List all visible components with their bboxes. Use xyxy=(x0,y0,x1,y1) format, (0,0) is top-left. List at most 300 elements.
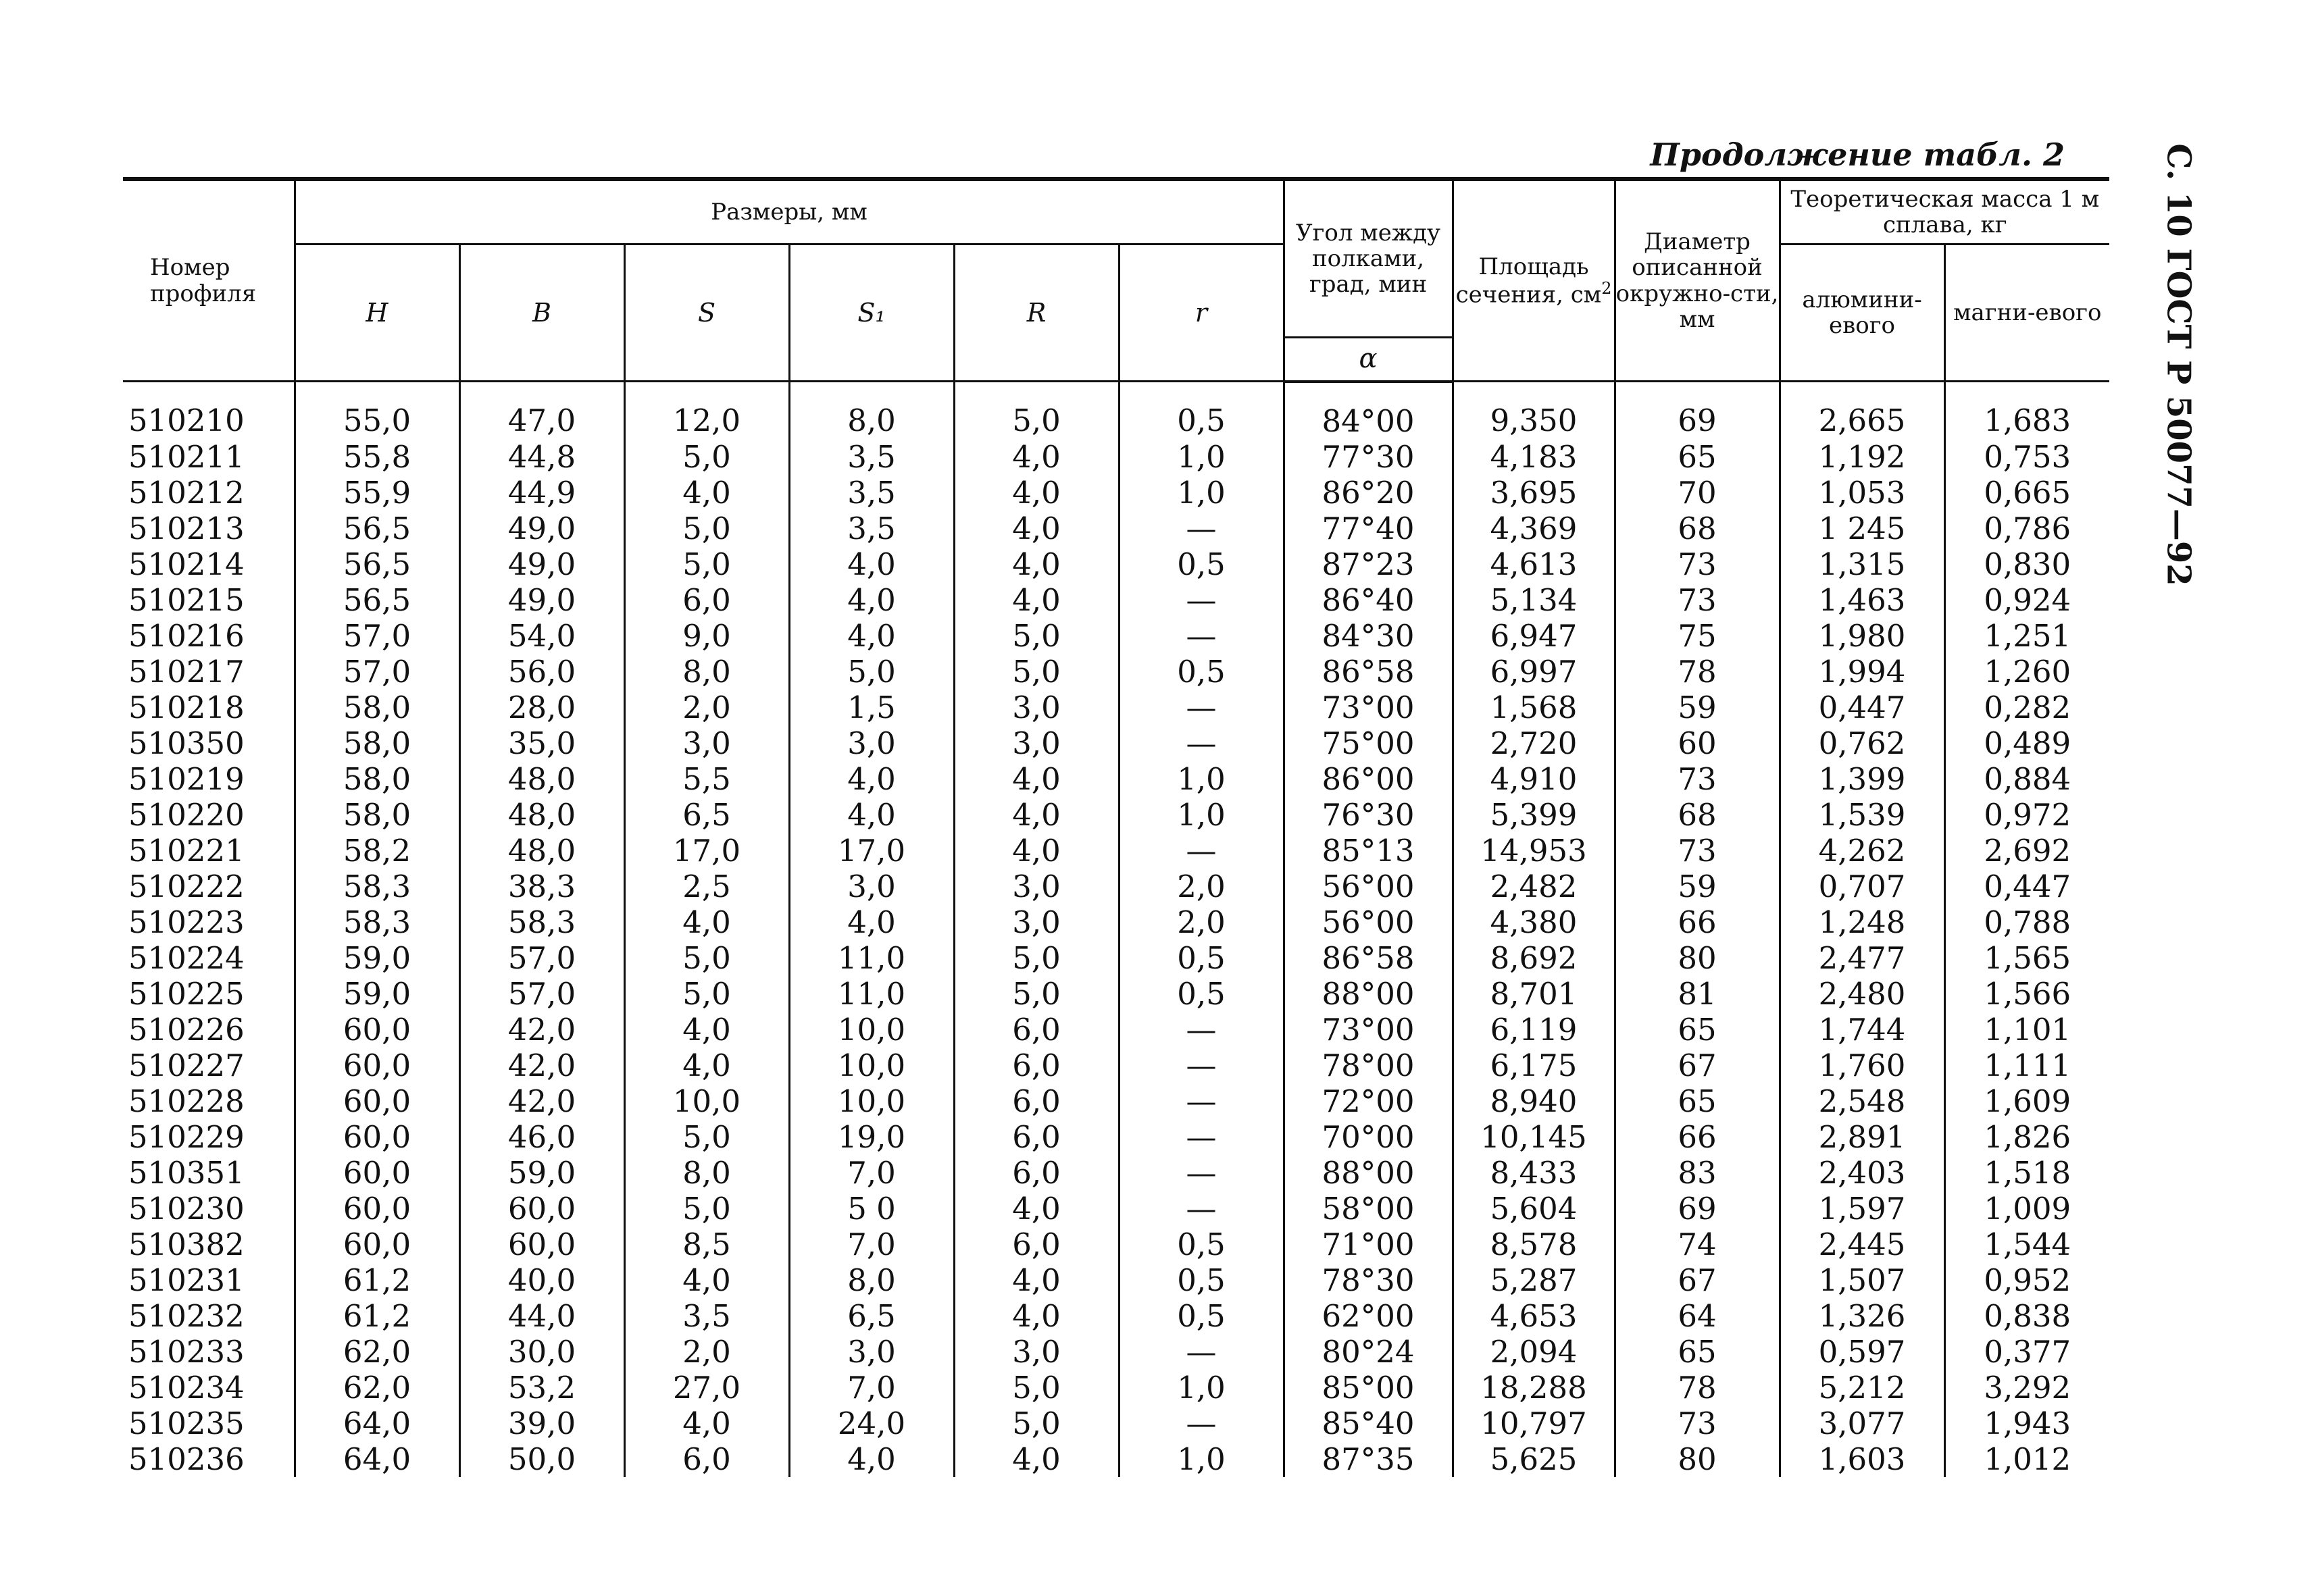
table-cell: 0,5 xyxy=(1119,1262,1284,1298)
table-cell: 0,597 xyxy=(1780,1334,1944,1370)
table-cell: 78 xyxy=(1615,654,1780,690)
table-cell: 1,251 xyxy=(1944,618,2109,654)
table-cell: 4,0 xyxy=(789,546,954,582)
table-cell: 54,0 xyxy=(459,618,624,654)
table-cell: 76°30 xyxy=(1284,797,1453,833)
table-cell: 510234 xyxy=(128,1369,245,1406)
table-cell: 48,0 xyxy=(459,761,624,797)
table-cell: 6,0 xyxy=(624,1441,789,1477)
table-row xyxy=(123,1370,2109,1406)
table-cell: 0,665 xyxy=(1944,475,2109,511)
table-cell: — xyxy=(1119,511,1284,546)
table-cell: 78 xyxy=(1615,1370,1780,1406)
table-cell: 0,830 xyxy=(1944,546,2109,582)
table-cell: 0,924 xyxy=(1944,582,2109,618)
table-cell: 58,0 xyxy=(295,797,459,833)
table-cell: 58,0 xyxy=(295,761,459,797)
table-cell: 10,0 xyxy=(789,1048,954,1083)
table-cell: 510216 xyxy=(128,617,245,654)
table-cell: 44,0 xyxy=(459,1298,624,1334)
table-cell: 70 xyxy=(1615,475,1780,511)
table-cell: 60,0 xyxy=(459,1227,624,1262)
table-cell: 3,5 xyxy=(789,511,954,546)
table-cell: 85°40 xyxy=(1284,1406,1453,1441)
table-cell: 60,0 xyxy=(459,1191,624,1227)
header-R: R xyxy=(954,244,1119,382)
table-cell: 64 xyxy=(1615,1298,1780,1334)
table-cell: 44,9 xyxy=(459,475,624,511)
page-side-label: С. 10 ГОСТ Р 50077—92 xyxy=(2160,143,2198,586)
table-cell: 4,0 xyxy=(954,582,1119,618)
table-cell: 1,826 xyxy=(1944,1119,2109,1155)
table-cell: 5,0 xyxy=(954,976,1119,1012)
table-cell: 2,477 xyxy=(1780,940,1944,976)
table-cell: 6,997 xyxy=(1453,654,1615,690)
table-row xyxy=(123,546,2109,582)
table-cell: 5,134 xyxy=(1453,582,1615,618)
table-cell: 6,5 xyxy=(789,1298,954,1334)
table-cell: 5,212 xyxy=(1780,1370,1944,1406)
header-diameter: Диаметр описанной окружно-сти, мм xyxy=(1615,179,1780,382)
table-cell: 1,544 xyxy=(1944,1227,2109,1262)
table-cell: 1,603 xyxy=(1780,1441,1944,1477)
table-cell: 72°00 xyxy=(1284,1083,1453,1119)
table-cell: 6,0 xyxy=(954,1012,1119,1048)
table-cell: 58,0 xyxy=(295,725,459,761)
table-cell: 5,0 xyxy=(624,1191,789,1227)
table-cell: 2,548 xyxy=(1780,1083,1944,1119)
table-cell: 65 xyxy=(1615,1334,1780,1370)
table-cell: 65 xyxy=(1615,1083,1780,1119)
table-cell: 3,0 xyxy=(789,1334,954,1370)
table-cell: 10,0 xyxy=(789,1083,954,1119)
table-row xyxy=(123,618,2109,654)
table-cell: 510215 xyxy=(128,582,245,618)
table-cell: 5,604 xyxy=(1453,1191,1615,1227)
table-cell: 1,683 xyxy=(1944,382,2109,439)
table-cell: 9,0 xyxy=(624,618,789,654)
table-cell: 59 xyxy=(1615,869,1780,904)
table-cell: 2,482 xyxy=(1453,869,1615,904)
table-cell: 53,2 xyxy=(459,1370,624,1406)
table-cell: 44,8 xyxy=(459,439,624,475)
table-cell: 3,5 xyxy=(789,475,954,511)
table-cell: 1,326 xyxy=(1780,1298,1944,1334)
table-cell: 6,947 xyxy=(1453,618,1615,654)
table-cell: 8,5 xyxy=(624,1227,789,1262)
table-cell: 4,653 xyxy=(1453,1298,1615,1334)
table-cell: — xyxy=(1119,1406,1284,1441)
table-cell: 510236 xyxy=(128,1441,245,1477)
table-cell: 510235 xyxy=(128,1405,245,1441)
table-cell: 49,0 xyxy=(459,546,624,582)
table-cell: 74 xyxy=(1615,1227,1780,1262)
table-cell: 1,760 xyxy=(1780,1048,1944,1083)
header-S1: S₁ xyxy=(789,244,954,382)
table-cell: 3,077 xyxy=(1780,1406,1944,1441)
table-cell: 73 xyxy=(1615,833,1780,869)
table-cell: 17,0 xyxy=(624,833,789,869)
table-cell: 510230 xyxy=(128,1190,245,1227)
table-cell: 5,0 xyxy=(954,654,1119,690)
table-cell: 2,403 xyxy=(1780,1155,1944,1191)
table-cell: 24,0 xyxy=(789,1406,954,1441)
table-row xyxy=(123,511,2109,546)
table-cell: 0,952 xyxy=(1944,1262,2109,1298)
table-cell: 88°00 xyxy=(1284,976,1453,1012)
table-cell: 2,445 xyxy=(1780,1227,1944,1262)
table-cell: 2,0 xyxy=(624,1334,789,1370)
table-cell: 60,0 xyxy=(295,1048,459,1083)
table-cell: 0,5 xyxy=(1119,976,1284,1012)
table-cell: 1,994 xyxy=(1780,654,1944,690)
table-row xyxy=(123,940,2109,976)
table-cell: 510218 xyxy=(128,689,245,725)
table-cell: 59 xyxy=(1615,690,1780,725)
table-cell: 5,0 xyxy=(624,439,789,475)
table-cell: 58,0 xyxy=(295,690,459,725)
table-cell: 7,0 xyxy=(789,1227,954,1262)
table-cell: 1,111 xyxy=(1944,1048,2109,1083)
table-row xyxy=(123,1298,2109,1334)
table-cell: 59,0 xyxy=(459,1155,624,1191)
table-cell: 1,518 xyxy=(1944,1155,2109,1191)
table-cell: 0,838 xyxy=(1944,1298,2109,1334)
table-cell: 1,0 xyxy=(1119,761,1284,797)
table-cell: 6,0 xyxy=(954,1048,1119,1083)
table-cell: 57,0 xyxy=(295,654,459,690)
table-cell: 58,2 xyxy=(295,833,459,869)
table-cell: 1,565 xyxy=(1944,940,2109,976)
table-cell: 73°00 xyxy=(1284,690,1453,725)
table-cell: 35,0 xyxy=(459,725,624,761)
table-cell: 4,0 xyxy=(624,1012,789,1048)
table-cell: 4,910 xyxy=(1453,761,1615,797)
table-cell: 8,692 xyxy=(1453,940,1615,976)
table-cell: 510219 xyxy=(128,761,245,797)
table-row xyxy=(123,976,2109,1012)
table-cell: 46,0 xyxy=(459,1119,624,1155)
table-cell: 1,568 xyxy=(1453,690,1615,725)
table-cell: 67 xyxy=(1615,1262,1780,1298)
table-cell: 87°35 xyxy=(1284,1441,1453,1477)
table-cell: 1,980 xyxy=(1780,618,1944,654)
table-cell: 4,0 xyxy=(624,1262,789,1298)
table-cell: 1,009 xyxy=(1944,1191,2109,1227)
table-cell: 80 xyxy=(1615,1441,1780,1477)
table-cell: 67 xyxy=(1615,1048,1780,1083)
header-dimensions: Размеры, мм xyxy=(295,179,1284,244)
table-cell: 6,119 xyxy=(1453,1012,1615,1048)
table-cell: 62,0 xyxy=(295,1334,459,1370)
table-cell: 10,0 xyxy=(624,1083,789,1119)
table-cell: 14,953 xyxy=(1453,833,1615,869)
table-cell: 4,0 xyxy=(789,797,954,833)
table-cell: 5,0 xyxy=(954,618,1119,654)
table-cell: 510226 xyxy=(128,1011,245,1048)
table-cell: 39,0 xyxy=(459,1406,624,1441)
table-cell: 4,0 xyxy=(954,439,1119,475)
table-row xyxy=(123,1334,2109,1370)
table-cell: 56,5 xyxy=(295,582,459,618)
table-cell: — xyxy=(1119,618,1284,654)
table-cell: 50,0 xyxy=(459,1441,624,1477)
table-cell: 1,0 xyxy=(1119,439,1284,475)
table-cell: 42,0 xyxy=(459,1083,624,1119)
table-cell: 3,0 xyxy=(954,690,1119,725)
table-cell: 59,0 xyxy=(295,976,459,1012)
table-cell: 4,613 xyxy=(1453,546,1615,582)
table-cell: 87°23 xyxy=(1284,546,1453,582)
table-row xyxy=(123,1406,2109,1441)
table-cell: 1,260 xyxy=(1944,654,2109,690)
table-cell: 4,0 xyxy=(789,1441,954,1477)
table-cell: 510228 xyxy=(128,1083,245,1119)
table-cell: 8,0 xyxy=(789,1262,954,1298)
table-cell: 65 xyxy=(1615,439,1780,475)
table-cell: 5,5 xyxy=(624,761,789,797)
table-row xyxy=(123,1048,2109,1083)
table-cell: 510210 xyxy=(128,403,245,439)
table-cell: 4,0 xyxy=(954,1298,1119,1334)
table-cell: 0,377 xyxy=(1944,1334,2109,1370)
table-cell: 60 xyxy=(1615,725,1780,761)
table-cell: 0,5 xyxy=(1119,546,1284,582)
table-cell: 2,0 xyxy=(624,690,789,725)
table-cell: 10,797 xyxy=(1453,1406,1615,1441)
header-S: S xyxy=(624,244,789,382)
table-cell: 56,5 xyxy=(295,511,459,546)
table-cell: 4,0 xyxy=(954,511,1119,546)
table-cell: 5 0 xyxy=(789,1191,954,1227)
table-cell: 0,707 xyxy=(1780,869,1944,904)
table-row xyxy=(123,1262,2109,1298)
table-cell: 0,753 xyxy=(1944,439,2109,475)
header-area: Площадь сечения, $см^2$ xyxy=(1453,179,1615,382)
table-cell: 8,0 xyxy=(624,654,789,690)
table-row xyxy=(123,1119,2109,1155)
table-cell: 73 xyxy=(1615,546,1780,582)
table-cell: 510225 xyxy=(128,975,245,1012)
table-continuation-caption: Продолжение табл. 2 xyxy=(1650,136,2065,173)
table-cell: 5,0 xyxy=(624,546,789,582)
table-cell: 510229 xyxy=(128,1118,245,1155)
table-row xyxy=(123,869,2109,904)
header-r: r xyxy=(1119,244,1284,382)
table-cell: 11,0 xyxy=(789,940,954,976)
table-cell: 58,3 xyxy=(295,869,459,904)
table-cell: — xyxy=(1119,1155,1284,1191)
table-cell: 65 xyxy=(1615,1012,1780,1048)
table-cell: 58°00 xyxy=(1284,1191,1453,1227)
table-cell: 75°00 xyxy=(1284,725,1453,761)
table-cell: 5,287 xyxy=(1453,1262,1615,1298)
table-cell: 8,0 xyxy=(624,1155,789,1191)
table-cell: 64,0 xyxy=(295,1441,459,1477)
table-cell: 510222 xyxy=(128,868,245,904)
table-cell: 73 xyxy=(1615,761,1780,797)
table-cell: 56,0 xyxy=(459,654,624,690)
table-cell: 1,192 xyxy=(1780,439,1944,475)
table-cell: 8,433 xyxy=(1453,1155,1615,1191)
table-cell: 6,0 xyxy=(954,1227,1119,1262)
table-cell: — xyxy=(1119,1334,1284,1370)
table-cell: 60,0 xyxy=(295,1227,459,1262)
table-cell: 56°00 xyxy=(1284,869,1453,904)
table-cell: 3,5 xyxy=(789,439,954,475)
table-cell: 1,0 xyxy=(1119,1370,1284,1406)
table-cell: 0,489 xyxy=(1944,725,2109,761)
table-row xyxy=(123,654,2109,690)
table-cell: 62°00 xyxy=(1284,1298,1453,1334)
table-cell: 1,053 xyxy=(1780,475,1944,511)
table-cell: 86°40 xyxy=(1284,582,1453,618)
table-cell: 5,625 xyxy=(1453,1441,1615,1477)
table-cell: 6,0 xyxy=(954,1155,1119,1191)
table-cell: 27,0 xyxy=(624,1370,789,1406)
table-row xyxy=(123,475,2109,511)
table-cell: 2,480 xyxy=(1780,976,1944,1012)
table-cell: 70°00 xyxy=(1284,1119,1453,1155)
table-cell: 5,399 xyxy=(1453,797,1615,833)
table-cell: 17,0 xyxy=(789,833,954,869)
table-cell: 71°00 xyxy=(1284,1227,1453,1262)
table-cell: 56°00 xyxy=(1284,904,1453,940)
table-cell: 6,5 xyxy=(624,797,789,833)
table-cell: 5,0 xyxy=(954,1406,1119,1441)
table-cell: 12,0 xyxy=(624,382,789,439)
table-cell: 0,5 xyxy=(1119,382,1284,439)
table-cell: 61,2 xyxy=(295,1298,459,1334)
table-cell: 86°20 xyxy=(1284,475,1453,511)
table-cell: 5,0 xyxy=(789,654,954,690)
table-cell: 60,0 xyxy=(295,1191,459,1227)
table-cell: 86°58 xyxy=(1284,654,1453,690)
table-cell: 68 xyxy=(1615,511,1780,546)
table-cell: 510220 xyxy=(128,796,245,833)
table-cell: 7,0 xyxy=(789,1370,954,1406)
table-cell: 49,0 xyxy=(459,582,624,618)
table-cell: 4,0 xyxy=(954,546,1119,582)
table-cell: 4,262 xyxy=(1780,833,1944,869)
table-cell: 77°40 xyxy=(1284,511,1453,546)
table-cell: 1,248 xyxy=(1780,904,1944,940)
table-cell: 6,0 xyxy=(954,1083,1119,1119)
table-cell: 4,369 xyxy=(1453,511,1615,546)
table-cell: 2,5 xyxy=(624,869,789,904)
table-cell: 19,0 xyxy=(789,1119,954,1155)
table-cell: — xyxy=(1119,833,1284,869)
table-cell: 60,0 xyxy=(295,1119,459,1155)
table-cell: 57,0 xyxy=(459,976,624,1012)
table-cell: — xyxy=(1119,725,1284,761)
table-cell: 18,288 xyxy=(1453,1370,1615,1406)
table-cell: 1,609 xyxy=(1944,1083,2109,1119)
table-cell: 2,094 xyxy=(1453,1334,1615,1370)
table-row xyxy=(123,582,2109,618)
table-cell: 0,5 xyxy=(1119,654,1284,690)
table-cell: 58,3 xyxy=(459,904,624,940)
table-cell: 47,0 xyxy=(459,382,624,439)
table-row xyxy=(123,1227,2109,1262)
table-cell: 4,0 xyxy=(954,833,1119,869)
table-cell: 3,0 xyxy=(954,869,1119,904)
table-cell: 61,2 xyxy=(295,1262,459,1298)
table-cell: 4,380 xyxy=(1453,904,1615,940)
header-alpha-symbol: α xyxy=(1284,337,1453,382)
table-row xyxy=(123,904,2109,940)
table-cell: 1,012 xyxy=(1944,1441,2109,1477)
table-cell: 57,0 xyxy=(459,940,624,976)
table-cell: 3,0 xyxy=(954,725,1119,761)
table-cell: 62,0 xyxy=(295,1370,459,1406)
table-row xyxy=(123,761,2109,797)
table-cell: 4,0 xyxy=(954,1191,1119,1227)
table-cell: 75 xyxy=(1615,618,1780,654)
table-cell: 38,3 xyxy=(459,869,624,904)
table-cell: 6,0 xyxy=(954,1119,1119,1155)
table-cell: 59,0 xyxy=(295,940,459,976)
table-cell: 2,0 xyxy=(1119,904,1284,940)
table-cell: 510211 xyxy=(128,438,245,475)
table-cell: 3,0 xyxy=(624,725,789,761)
table-row xyxy=(123,1155,2109,1191)
header-B: B xyxy=(459,244,624,382)
table-cell: 510224 xyxy=(128,939,245,976)
table-cell: 4,0 xyxy=(954,475,1119,511)
table-cell: 8,940 xyxy=(1453,1083,1615,1119)
table-cell: 0,5 xyxy=(1119,1298,1284,1334)
table-cell: 84°00 xyxy=(1284,382,1453,439)
table-cell: 1,539 xyxy=(1780,797,1944,833)
table-cell: 7,0 xyxy=(789,1155,954,1191)
table-cell: 510382 xyxy=(128,1226,245,1262)
table-cell: 68 xyxy=(1615,797,1780,833)
table-cell: 4,0 xyxy=(624,1048,789,1083)
table-cell: 510231 xyxy=(128,1262,245,1298)
table-cell: 83 xyxy=(1615,1155,1780,1191)
table-cell: 4,0 xyxy=(624,475,789,511)
table-cell: 84°30 xyxy=(1284,618,1453,654)
table-cell: 78°00 xyxy=(1284,1048,1453,1083)
table-cell: 3,5 xyxy=(624,1298,789,1334)
table-cell: 3,0 xyxy=(954,1334,1119,1370)
table-cell: 55,9 xyxy=(295,475,459,511)
table-cell: 4,0 xyxy=(624,904,789,940)
table-cell: 0,972 xyxy=(1944,797,2109,833)
table-row xyxy=(123,1191,2109,1227)
table-cell: 57,0 xyxy=(295,618,459,654)
table-cell: 4,0 xyxy=(789,618,954,654)
table-cell: 10,0 xyxy=(789,1012,954,1048)
table-cell: 0,762 xyxy=(1780,725,1944,761)
table-cell: 28,0 xyxy=(459,690,624,725)
table-cell: 80 xyxy=(1615,940,1780,976)
table-cell: — xyxy=(1119,1119,1284,1155)
profiles-table xyxy=(123,177,2109,1477)
table-cell: 510212 xyxy=(128,474,245,511)
table-cell: 510221 xyxy=(128,832,245,869)
table-cell: 0,282 xyxy=(1944,690,2109,725)
table-cell: 6,175 xyxy=(1453,1048,1615,1083)
table-cell: 86°00 xyxy=(1284,761,1453,797)
table-cell: 1,0 xyxy=(1119,797,1284,833)
table-cell: 4,0 xyxy=(954,1262,1119,1298)
table-cell: 80°24 xyxy=(1284,1334,1453,1370)
table-cell: 5,0 xyxy=(624,1119,789,1155)
table-cell: — xyxy=(1119,690,1284,725)
table-cell: 510214 xyxy=(128,546,245,582)
